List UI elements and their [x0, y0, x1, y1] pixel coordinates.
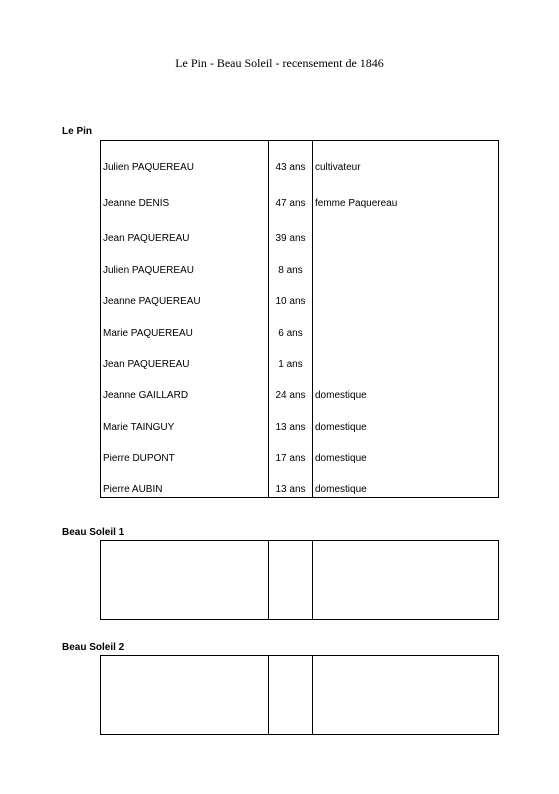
column-divider	[268, 656, 269, 734]
table-row	[101, 421, 498, 435]
person-name: Jeanne GAILLARD	[103, 390, 189, 401]
person-occupation: cultivateur	[315, 162, 361, 173]
section-label-beau-soleil-2: Beau Soleil 2	[62, 642, 125, 653]
column-divider	[312, 141, 313, 497]
person-occupation: domestique	[315, 453, 367, 464]
column-divider	[268, 541, 269, 619]
column-divider	[312, 656, 313, 734]
person-age: 24 ans	[275, 390, 306, 401]
person-name: Jean PAQUEREAU	[103, 359, 190, 370]
table-row	[101, 264, 498, 278]
person-age: 47 ans	[275, 198, 306, 209]
table-row	[101, 358, 498, 372]
person-age: 43 ans	[275, 162, 306, 173]
person-age: 17 ans	[275, 453, 306, 464]
person-age: 13 ans	[275, 422, 306, 433]
person-age: 8 ans	[278, 265, 303, 276]
person-name: Pierre DUPONT	[103, 453, 175, 464]
section-label-beau-soleil-1: Beau Soleil 1	[62, 527, 125, 538]
table-row	[101, 161, 498, 175]
person-age: 39 ans	[275, 233, 306, 244]
table-row	[101, 483, 498, 497]
person-age: 1 ans	[278, 359, 303, 370]
section-label-le-pin: Le Pin	[62, 126, 93, 137]
person-name: Marie PAQUEREAU	[103, 328, 193, 339]
column-divider	[268, 141, 269, 497]
census-table-beau-soleil-2	[100, 655, 499, 735]
document-title: Le Pin - Beau Soleil - recensement de 1846	[175, 56, 384, 70]
person-occupation: domestique	[315, 484, 367, 495]
table-row	[101, 452, 498, 466]
person-age: 10 ans	[275, 296, 306, 307]
person-name: Jeanne DENIS	[103, 198, 170, 209]
census-table-le-pin	[100, 140, 499, 498]
table-row	[101, 232, 498, 246]
table-row	[101, 389, 498, 403]
table-row	[101, 327, 498, 341]
column-divider	[312, 541, 313, 619]
census-table-beau-soleil-1	[100, 540, 499, 620]
person-age: 6 ans	[278, 328, 303, 339]
person-name: Jeanne PAQUEREAU	[103, 296, 201, 307]
person-occupation: domestique	[315, 390, 367, 401]
table-row	[101, 295, 498, 309]
table-row	[101, 197, 498, 211]
person-name: Marie TAINGUY	[103, 422, 175, 433]
person-age: 13 ans	[275, 484, 306, 495]
person-name: Jean PAQUEREAU	[103, 233, 190, 244]
person-name: Julien PAQUEREAU	[103, 162, 194, 173]
person-name: Pierre AUBIN	[103, 484, 163, 495]
person-occupation: femme Paquereau	[315, 198, 398, 209]
person-occupation: domestique	[315, 422, 367, 433]
person-name: Julien PAQUEREAU	[103, 265, 194, 276]
